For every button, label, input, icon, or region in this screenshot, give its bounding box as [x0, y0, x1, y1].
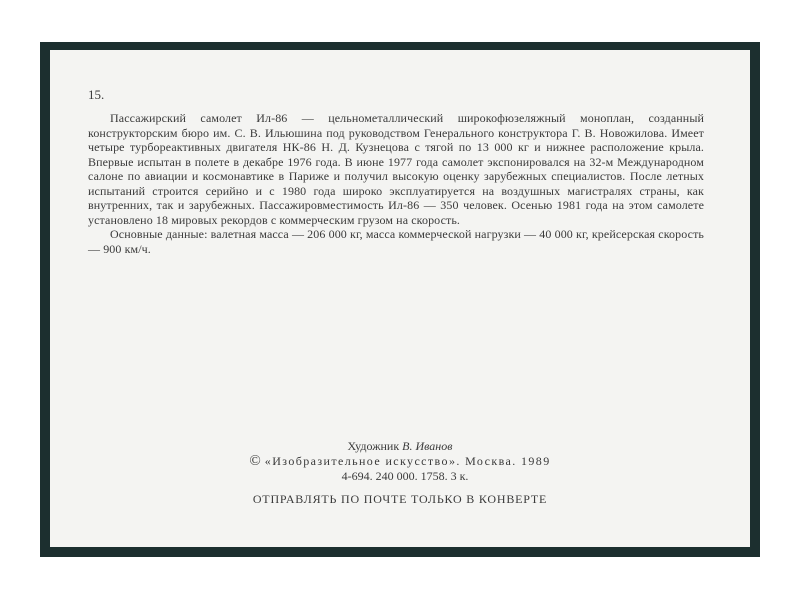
mailing-notice: ОТПРАВЛЯТЬ ПО ПОЧТЕ ТОЛЬКО В КОНВЕРТЕ: [252, 492, 548, 506]
credits-block: [50, 439, 750, 484]
print-code: 4-694. 240 000. 1758. 3 к.: [341, 469, 469, 483]
artist-name: В. Иванов: [402, 439, 453, 453]
specs-paragraph: Основные данные: валетная масса — 206 000 кг, масса коммерческой нагрузки — 40 000 кг, крейсерская скорость — 900 км/ч.: [88, 227, 704, 256]
page-number: 15.: [88, 87, 105, 102]
description-paragraph: Пассажирский самолет Ил-86 — цельнометаллический широкофюзеляжный моноплан, созданный конструкторским бюро им. С. В. Ильюшина под руководством Генерального конструктора Г. В. Новожилова. Имеет четыре турбореактивных двигателя НК-86 Н. Д. Кузнецова с тягой по 13 000 кг и нижнее расположение крыла. Впервые испытан в полете в декабре 1976 года. В июне 1977 года самолет экспонировался на 32-м Международном салоне по авиации и космонавтике в Париже и получил высокую оценку зарубежных специалистов. После летных испытаний строится серийно и с 1980 года широко эксплуатируется на воздушных магистралях страны, как внутренних, так и зарубежных. Пассажировместимость Ил-86 — 350 человек. Осенью 1981 года на этом самолете установлено 18 мировых рекордов с коммерческим грузом на скорость.: [88, 111, 704, 227]
copyright-icon: ©: [249, 453, 261, 469]
description-block: [88, 111, 704, 256]
artist-line: [50, 439, 750, 454]
postcard-back: [50, 50, 750, 547]
publisher-text: «Изобразительное искусство». Москва. 1989: [264, 454, 551, 468]
publisher-line: [50, 454, 750, 469]
artist-label: Художник: [347, 439, 400, 453]
